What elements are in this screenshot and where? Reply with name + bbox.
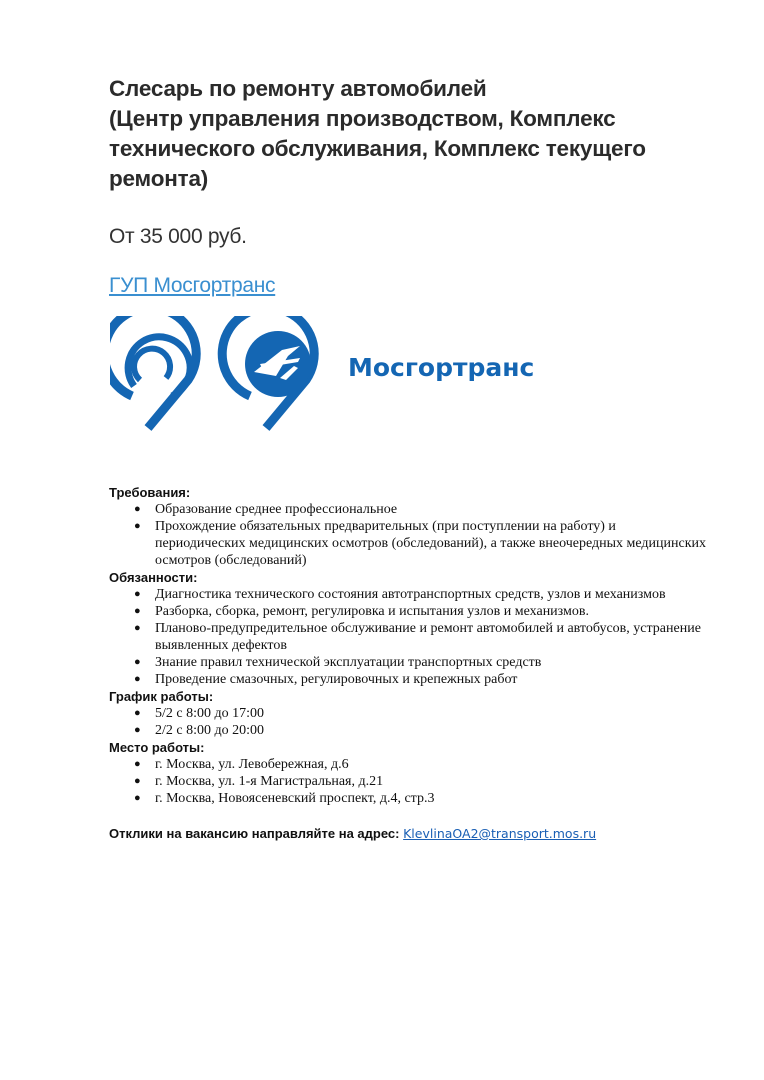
list-item-text: Знание правил технической эксплуатации транспортных средств xyxy=(155,655,542,670)
list-item xyxy=(109,671,709,688)
duties-section xyxy=(109,569,709,688)
list-item-text: г. Москва, Новоясеневский проспект, д.4, стр.3 xyxy=(155,791,435,806)
workplace-title: Место работы: xyxy=(109,740,205,755)
list-item-text: Образование среднее профессиональное xyxy=(155,502,398,517)
contact-line xyxy=(109,825,709,842)
list-item xyxy=(109,603,709,620)
bullet-icon: ● xyxy=(134,775,141,787)
vacancy-title-line: технического обслуживания, Комплекс текущего xyxy=(109,136,646,161)
requirements-title: Требования: xyxy=(109,485,191,500)
company-logo xyxy=(110,316,550,436)
list-item-text: Планово-предупредительное обслуживание и ремонт автомобилей и автобусов, устранение выявленных дефектов xyxy=(155,621,701,653)
logo-wordmark: Мосгортранс xyxy=(348,353,535,382)
bullet-icon: ● xyxy=(134,673,141,685)
list-item xyxy=(109,620,709,654)
vacancy-title-line: ремонта) xyxy=(109,166,209,191)
list-item xyxy=(109,501,709,518)
workplace-list xyxy=(109,756,709,807)
list-item-text: Проведение смазочных, регулировочных и крепежных работ xyxy=(155,672,518,687)
schedule-section xyxy=(109,688,709,739)
workplace-section xyxy=(109,739,709,807)
requirements-list xyxy=(109,501,709,569)
requirements-section xyxy=(109,484,709,569)
duties-title: Обязанности: xyxy=(109,570,198,585)
bullet-icon: ● xyxy=(134,656,141,668)
list-item-text: Диагностика технического состояния автотранспортных средств, узлов и механизмов xyxy=(155,587,666,602)
vacancy-details xyxy=(109,484,709,842)
list-item-text: 2/2 с 8:00 до 20:00 xyxy=(155,723,265,738)
list-item-text: 5/2 с 8:00 до 17:00 xyxy=(155,706,265,721)
list-item-text: г. Москва, ул. Левобережная, д.6 xyxy=(155,757,349,772)
contact-email-link[interactable]: KlevlinaOA2@transport.mos.ru xyxy=(403,826,597,841)
list-item xyxy=(109,756,709,773)
bullet-icon: ● xyxy=(134,724,141,736)
bullet-icon: ● xyxy=(134,520,141,532)
duties-list xyxy=(109,586,709,688)
vacancy-salary: От 35 000 руб. xyxy=(109,225,247,248)
list-item xyxy=(109,518,709,569)
bullet-icon: ● xyxy=(134,707,141,719)
bullet-icon: ● xyxy=(134,758,141,770)
list-item-text: г. Москва, ул. 1-я Магистральная, д.21 xyxy=(155,774,384,789)
vacancy-title-line: Слесарь по ремонту автомобилей xyxy=(109,76,487,101)
bullet-icon: ● xyxy=(134,622,141,634)
list-item xyxy=(109,790,709,807)
vacancy-header xyxy=(109,74,709,300)
list-item xyxy=(109,654,709,671)
contact-label: Отклики на вакансию направляйте на адрес: xyxy=(109,826,400,841)
list-item xyxy=(109,773,709,790)
list-item-text: Прохождение обязательных предварительных (при поступлении на работу) и периодических медицинских осмотров (обследований), а также внеочередных медицинских осмотров (обследований) xyxy=(155,519,707,568)
bullet-icon: ● xyxy=(134,588,141,600)
schedule-title: График работы: xyxy=(109,689,214,704)
bullet-icon: ● xyxy=(134,605,141,617)
bullet-icon: ● xyxy=(134,792,141,804)
vacancy-title xyxy=(109,74,709,194)
company-link[interactable]: ГУП Мосгортранс xyxy=(109,274,276,297)
vacancy-title-line: (Центр управления производством, Комплекс xyxy=(109,106,616,131)
list-item-text: Разборка, сборка, ремонт, регулировка и испытания узлов и механизмов. xyxy=(155,604,589,619)
bullet-icon: ● xyxy=(134,503,141,515)
list-item xyxy=(109,705,709,722)
list-item xyxy=(109,586,709,603)
mosgortrans-99-logo-icon xyxy=(110,316,550,436)
list-item xyxy=(109,722,709,739)
schedule-list xyxy=(109,705,709,739)
